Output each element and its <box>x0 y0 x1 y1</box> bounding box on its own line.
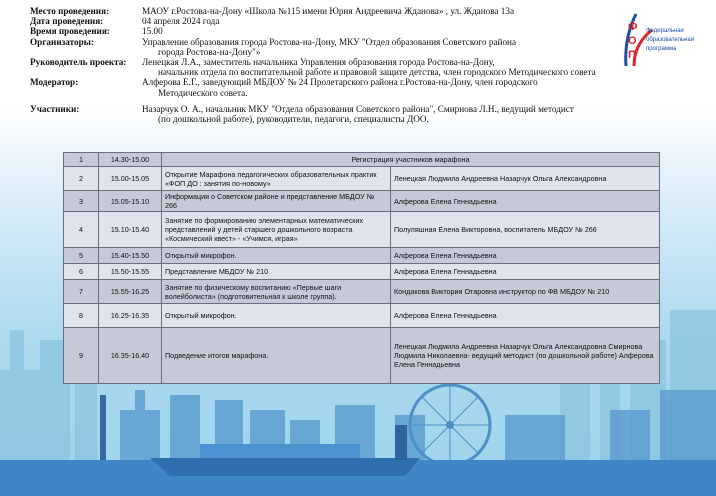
participants-label: Участники: <box>30 103 80 114</box>
date-label: Дата проведения: <box>30 16 104 27</box>
event-cell: Регистрация участников марафона <box>162 153 660 167</box>
row-number-cell: 7 <box>64 280 99 304</box>
responsible-cell: Ленецкая Людмила Андреевна Назарчук Ольга Александровна <box>391 167 660 191</box>
event-cell: Подведение итогов марафона. <box>162 328 391 384</box>
time-cell: 15.00-15.05 <box>99 167 162 191</box>
time-cell: 14.30-15.00 <box>99 153 162 167</box>
info-row-place <box>30 6 640 16</box>
row-number-cell: 8 <box>64 304 99 328</box>
logo-line-1: Федеральная <box>646 28 684 34</box>
row-number-cell: 2 <box>64 167 99 191</box>
event-cell: Открытый микрофон. <box>162 304 391 328</box>
info-row-organizers <box>30 37 640 57</box>
place-label: Место проведения: <box>30 6 110 16</box>
time-cell: 15.05-15.10 <box>99 191 162 212</box>
responsible-cell: Полуляшная Елена Викторовна, воспитатель МБДОУ № 266 <box>391 212 660 248</box>
info-row-lead <box>30 57 640 77</box>
time-cell: 15.55-16.25 <box>99 280 162 304</box>
time-cell: 15.40-15.50 <box>99 248 162 264</box>
moderator-line-1: Алферова Е.Г., заведующий МБДОУ № 24 Пролетарского района г.Ростова-на-Дону, член городского <box>142 77 538 88</box>
participants-line-1: Назарчук О. А., начальник МКУ "Отдела образования Советского района", Смирнова Л.Н., ведущий методист <box>142 103 574 114</box>
table-row <box>64 191 660 212</box>
moderator-line-2: Методического совета. <box>158 87 248 98</box>
participants-line-2: (по дошкольной работе), руководители, педагоги, специалисты ДОО. <box>158 114 429 125</box>
participants-value <box>142 104 640 124</box>
time-value: 15.00 <box>142 26 163 37</box>
info-row-date <box>30 16 640 26</box>
lead-value <box>142 57 640 77</box>
event-cell: Открытый микрофон. <box>162 248 391 264</box>
logo-line-3: программа <box>646 46 677 52</box>
event-cell: Открытие Марафона педагогических образовательных практик «ФОП ДО : занятия по-новому» <box>162 167 391 191</box>
date-value: 04 апреля 2024 года <box>142 16 220 27</box>
table-row <box>64 280 660 304</box>
event-cell: Занятие по физическому воспитанию «Первые шаги волейболиста» (подготовительная к школе группа). <box>162 280 391 304</box>
table-row <box>64 264 660 280</box>
logo-letter-p: П <box>628 49 636 61</box>
event-cell: Представление МБДОУ № 210 <box>162 264 391 280</box>
responsible-cell: Алферова Елена Геннадьевна <box>391 191 660 212</box>
moderator-label: Модератор: <box>30 77 79 88</box>
table-row <box>64 167 660 191</box>
row-number-cell: 9 <box>64 328 99 384</box>
time-label: Время проведения: <box>30 26 110 37</box>
place-value: МАОУ г.Ростова-на-Дону «Школа №115 имени Юрия Андреевича Жданова» , ул. Жданова 13а <box>142 6 515 16</box>
responsible-cell: Алферова Елена Геннадьевна <box>391 264 660 280</box>
schedule-table <box>63 152 660 384</box>
row-number-cell: 6 <box>64 264 99 280</box>
time-cell: 16.35-16.40 <box>99 328 162 384</box>
logo-letter-o: О <box>628 35 637 47</box>
logo-letter-f: Ф <box>628 21 638 33</box>
row-number-cell: 3 <box>64 191 99 212</box>
table-row <box>64 248 660 264</box>
lead-label: Руководитель проекта: <box>30 57 127 68</box>
time-cell: 16.25-16.35 <box>99 304 162 328</box>
row-number-cell: 5 <box>64 248 99 264</box>
row-number-cell: 4 <box>64 212 99 248</box>
info-row-moderator <box>30 77 640 97</box>
info-row-participants <box>30 104 640 124</box>
event-cell: Информация о Советском районе и представление МБДОУ № 266 <box>162 191 391 212</box>
fop-logo <box>622 8 702 70</box>
responsible-cell: Ленецкая Людмила Андреевна Назарчук Ольга Александровна Смирнова Людмила Николаевна- ведущий методист (по дошкольной работе) Алферова Елена Геннадьевна <box>391 328 660 384</box>
row-number-cell: 1 <box>64 153 99 167</box>
table-row <box>64 153 660 167</box>
time-cell: 15.10-15.40 <box>99 212 162 248</box>
logo-line-2: образовательная <box>646 37 695 43</box>
event-cell: Занятие по формированию элементарных математических представлений у детей старшего дошкольного возраста «Космический квест» - «Учимся, играя» <box>162 212 391 248</box>
organizers-line-1: Управление образования города Ростова-на-Дону, МКУ "Отдел образования Советского района <box>142 36 517 47</box>
organizers-label: Организаторы: <box>30 36 94 47</box>
table-row <box>64 304 660 328</box>
info-row-time <box>30 26 640 36</box>
responsible-cell: Кондакова Виктория Отаровна инструктор по ФВ МБДОУ № 210 <box>391 280 660 304</box>
organizers-line-2: города Ростова-на-Дону"» <box>158 46 261 57</box>
table-row <box>64 328 660 384</box>
moderator-value <box>142 77 640 97</box>
responsible-cell: Алферова Елена Геннадьевна <box>391 304 660 328</box>
table-row <box>64 212 660 248</box>
event-info <box>30 6 640 124</box>
organizers-value <box>142 37 640 57</box>
time-cell: 15.50-15.55 <box>99 264 162 280</box>
lead-line-1: Ленецкая Л.А., заместитель начальника Управления образования города Ростова-на-Дону, <box>142 57 495 68</box>
responsible-cell: Алферова Елена Геннадьевна <box>391 248 660 264</box>
lead-line-2: начальник отдела по воспитательной работе и правовой защите детства, член городского Методического совета <box>158 67 596 78</box>
